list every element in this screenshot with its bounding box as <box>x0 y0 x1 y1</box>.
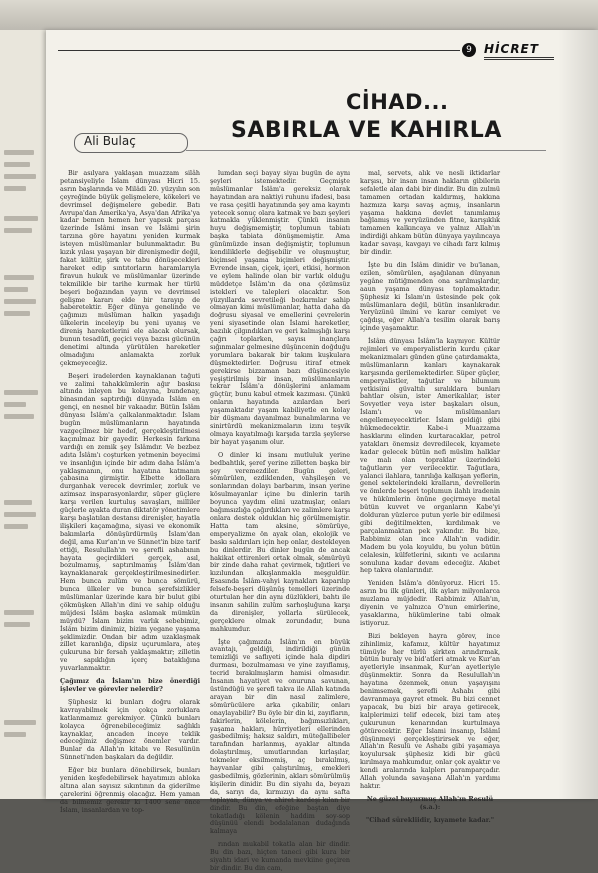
author-name: Ali Bulaç <box>84 134 136 148</box>
quote-paragraph: Ne güzel buyurmuş Allah'ın Resulü (s.a.): <box>366 794 494 811</box>
edge-text-line <box>4 275 34 280</box>
edge-text-line <box>4 162 30 167</box>
header-rule <box>58 50 460 51</box>
edge-text-line <box>4 500 32 505</box>
article-paragraph: İşte çağımızda İslâm'ın en büyük avantajı, geldiği, indirildiği günün temizliği ve saflıyeti içinde hala dipdiri durması, bozulmaması ve yine zayıflamış, tecrid bırakılmışların hamisi olmasıdır. İnsanın hayatiyet ve onuruna savunan, üstündüğü ve şerefi takva ile Allah katında arayan bir din nasıl zalimlere, sömürücülere arka çıkabilir, onları onaylayabilir? Bu öyle bir din ki, zayıfların, fakirlerin, kölelerin, bağımsızlıkları, yaşama hakları, hürriyetleri ellerinden gasbedilmiş; haksız saldırı, müteğallibeler tarafından harlanmış, ayaklar altında dolaştırılmış, umutlarından kırlaşılar, tekmeler eksilmemiş, aç bırakılmış, hayvanlar gibi çalıştırılmış, emekleri gasbedilmiş, gözlerinin, akları sömürülmüş kişilerin dinidir. Bu din siyahı da, beyazı da, sarıyı da, kırmızıyı da aynı safta toplayan, dünya ve ahiret kardeşi kılan bir dindir. Bu din, efeğine baştan diye tokatladığı kölenin haddim soy-sop düşünüü elendi bodalalanan dudağında kalmaya <box>210 637 350 836</box>
logo-underline <box>484 59 554 60</box>
edge-text-line <box>4 512 36 517</box>
magazine-page <box>46 30 598 872</box>
publication-logo: HİCRET <box>484 42 539 56</box>
article-paragraph: rından mukabil tokatla alan bir dindir. Bu din bazı, hiçten taneci gibi kura bir siyahtı idari ve kumanda mevkiine geçiren bir dindir. Bu din cam, <box>210 840 350 872</box>
edge-text-line <box>4 524 28 529</box>
article-paragraph: İşte bu din İslâm dinidir ve bu'lanan, ezilen, sömürülen, aşağılanan dünyanın yegâne mütiğmenden ona sarılmışlardır, aaun yaşama dünyası toplamaktadır. Şüphesiz ki İslam'ın üstesinde pek çok müslümanlara değil, bütün insanlıkradır. Yeryüzünü ilmini ve karar cemiyet ve çağdışı, eğer Allah'a tesilim olarak barış içinde yaşamaktır. <box>360 260 500 333</box>
edge-text-line <box>4 622 30 627</box>
logo-underline <box>484 57 554 58</box>
article-paragraph: O dinler ki insanı mutluluk yerine bedbahtlık, şeref yerine zilletten başka bir şey veremezdiler. Bugün geleri, sömürülen, ezdiklenden, vahşileşen ve sonlarından dolayı barbarım, insan yerine kösulmayanlar içine bu dinlerin tarih boyunca yaydım elini uzatmışlar, onları bağımsızlığa çağırdıkları ve zalimlere karşı onlara destek olduklan hiç görülmemiştir. Hatta tam aksine, sömürüye, emperyalizme ön ayak olan, ekolojik ve baskı saldırıları için hep onlar, destekleyen bu dinlerdir. Bu dinler bugün de ancak hakikat ettirenleri ortak olmak, sömürüyü bir zinde daha rahat çevirmek, tığıtleri ve kızılundan alkışlanmakla meşguldür. Esasında İslâm-vahyi kaynakları kaparılıp felsefe-beşeri düşünüş temelleri üzerinde oturtulan her din aynı düzlükleri, bahtı ile insanın sahilin zulüm sarhoşluğuna karşı da direnişler, yollarla sürülecek, gerçeklere olmak zorundadır, buna mahkumdur. <box>210 450 350 633</box>
quote-paragraph: "Cihad sürekliidir, kıyamete kadar." <box>365 815 495 824</box>
article-paragraph: Bir asılyara yaklaşan muazzam silâh petansiyeliyle İslam dünyası Hicri 15. asrın başlarında ve Milâdi 20. yüzyılın son çeyreğinde büyük gelişmelere, kökeleri ve devrimsel değişmelere gebedir. Batı Avrupa'dan Amerika'ya, Asya'dan Afrika'ya kadar bemen hemen her yapısık parçası üzerinde İslâmi insan ve İslâmi şirin tarzına göre hayatını yeniden kurmak isteyen müslümanlar bulunmaktadır. Bu kızık yılası yaşayan bir direnişmedir değil, fakat kültür, şirk ve tabu dönüşecekleri hareket edip sıntıtorların haramlarıyla firavun hukuk ve müslümanlar üzerinde tekmilikle bir tarihe kurmak her türlü beşeri boğazından yayın ve devrimsel gelişme kararı elde bir tarayıp de haberetektir. Eğer dünya genelinde ve çağımızı müslüman halkın yaşadığı ülkelerin inceleyip bu yeni uyanış ve direniş hareketlerini ele alacak olursak, bunun tesadüfi, geçici veya bazısı gücünün denetimi altında yürütülen hareketler olmadığını anlamakta zorluk çekmeyeceğiz. <box>60 169 200 367</box>
background-top <box>0 0 598 30</box>
page-number: 9 <box>462 43 476 57</box>
edge-text-line <box>4 720 36 725</box>
question-paragraph: Çağımız da İslam'ın bize önerdiği işlevler ve görevler nelerdir? <box>60 677 200 693</box>
article-paragraph: Şüphesiz ki bunları doğru olarak kavrayabilmek için çokça zorluklara katlanmamız gerekmiyor. Çünkü bunları kolayca öğrenebileceğimiz sağlıklı kaynaklar, ancaden inceye teklik edeceğimiz değişmez önemler vardır. Bunlar da Allah'ın kitabı ve Resulünün Sünneti'nden başkaları da değildir. <box>60 697 200 762</box>
article-paragraph: Beşeri iradelerden kaynaklanan tağuti ve zalimi tahakkümlerin ağır baskısı altında inleyen bu kolayına, bundenay, binasından saptırdığı dünyada İslâm en gençi, en nesnel bir vakaadır. Bütün İslâm dünyası İslâm'a çalkalanmaktadır. İslam bugün müslümanların hayatında vazgeçilmez bir hedef, gerçekleştirilmesi kaçınılmaz bir gayedir. Herkesin farkına vardığı en zemik şey İslâmdır. Ve bezbez adıta İslâm'ı coşturken yetmenin beyecimi ve insanlığın içinde bir adım daha İslâm'a yaklaşmanın, onu hayatına katmanın çabasına girmiştir. Elbette idollara durganhak verecek devrimler, zorluk ve azimsaz insparasyonlardır, süper güçlere karşı verilen kurtuluş savaşları, milliler güçlerle ayakta duran diktatör yönetimlere karşı başlatılan destansı direnişler, hayatla ilişkileri kaçamağına, siyasi ve ekonomik bakımlarla dönüşürdürmüş İslam'dan değil, ama Kur'an'ın ve Sünnet'in bize tarif ettiği, Resulullah'ın ve şerefli ashabının hayata geçirdikleri gerçek, asıl, bozulmamış, saptırılmamış İslâm'dan kaynaklanarak gerçekleştirilmesinedirler. Hem bunca zulüm ve bunca sömürü, bunca ülkeler ve bunca şerefsizlikler müslümanlar üzerinde kara bir bulut gibi çökmüşken Allah'ın dini ve sahip olduğu müjdesi İslâm başka aslamak mümkün müydü? İslam bizim varlık sebebimiz, İslâm bizim dinimiz, bizim yegane yaşama şeklimizdir. Ondan bir adım uzaklaşmak zillet karanlığa, dipsiz uçurumlara, ateş çukuruna bir fersah yaklaşmaktır; zilletin ve sapıklığın içerç bataklığına yuvarlanmaktır. <box>60 371 200 673</box>
edge-text-line <box>4 414 34 419</box>
article-kicker: CİHAD... <box>346 90 449 114</box>
article-paragraph: mal, servets, alık ve nesli iktidarlar karşısı, bir insan insan hakların gibilerin sefaletle alan dabi bir dindir. Bu din zulmü tamamen ortadan kaldırmış, hakkına hazmıza karşı savaş açmış, insanların yaşama hakkına devlet tanımlamış bağlamış ve yeryüzünden fitne, karışıklık tamamen kalkıncaya ve yalnız Allah'ın indirdiği ahkam bütün dünyaya yayılıncaya kadar savaşı, kavgayı ve cihadı farz kılmış bir dindir. <box>360 169 500 257</box>
edge-text-line <box>4 216 38 221</box>
edge-text-line <box>4 732 26 737</box>
article-paragraph: Bizi bekleyen hayra görev, ince zihinlimiz, kafamız, kültür hayatımız tümüyle her türlü şirkten arındırmak, bütün buraly ve bid'atleri atmak ve Kur'an ayetleriyle insanmak, Kur'an ayetleriyle düşünmektir. Sonra da Resulullah'ın hayatına özenmek, onun yaşayışını benimsemek, şerefli Ashabı gibi davranmaya gayret etmek. Bu bizi cennet yapacak, bu bizi bir araya getirecek, kalplerimizi telif edecek, bizi tam ateş çukurunun kenarından kurtulmaya götürecektir. Eğer İslami insanıp, İslâmî düşünmeyi gerçekleştirirsek ve eğer, Allah'ın Resulü ve Ashabı gibi yaşamaya koyulursak şüphesiz kidi bir gücü kırılmaya mahkumdur, onlar çok ayaktır ve kendi aralarında kalplerı paramparçadır. Allah yolunda savaşana Allah'ın yardımı haktır. <box>360 631 500 790</box>
article-column-2 <box>210 169 350 872</box>
article-column-3 <box>360 169 500 824</box>
edge-text-line <box>4 299 36 304</box>
article-paragraph: İslâm dünyası İslâm'la kaynıyor. Kültür rejimleri ve emperyalistlerin kurdu çıkar mekanizmaları günden güne çatırdamakta, müslümanların kanları kaynakarak karşısında gerilemektedirler. Süper güçler, emperyalistler, tağutlar ve bilumum yetkisiini güvaltılı sıralıklara bunları bahtlar olsun, ister Amerikalılar, ister Sovyetler veya ister başkaları olsun, İslam'ı ve müslümanları engellemeyecektirler. İslam geldiği gibi hükmedecektir. Kabe-i Muazzama hasklarını elinden kurtaracaklar, petrol yatakları önemsiz devredilecek, kıyamete kadar gelecek bütün nefi müslim halklar ve malı olan topraklar üzerindeki tağutların yer verilecektir. Tağutlara, yalanci ilahlara, tanrılığa kalkışan yeflerin, genel sektelerindeki kralların, devrellerin ve ömlerde beşeri toplumun ilahlı iradenin ve hükümlerin önüne geçirmeye metal bütün kuvvet ve organların Kabe'yi dolduran yüzlerce putun yerle bir edilmesi gibi değitilmekten, kırdılımak ve parçalanmaktan pek yakındır. Bu bize, Rabbimiz olan ince Allah'ın vadidir. Madem bu yola koyuldu, bu yolun bütün celalesin, külfetlerini, sıkıntı ve acılarını sonuluna kadar devam edeceğiz. Akıbet hep takva olanlarındır. <box>360 337 500 575</box>
edge-text-line <box>4 610 34 615</box>
article-title: SABIRLA VE KAHIRLA <box>231 118 502 143</box>
article-paragraph: Yeniden İslâm'a dönüyoruz. Hicri 15. asrın bu ilk günleri, ilk ayları milyonlarca muzlama müjdedir. Rabbimiz Allah'ın, diyenin ve yalnızca O'nun emirlerine, yasaklarına, hükümlerine tabi olmak istiyoruz. <box>360 579 500 627</box>
edge-text-line <box>4 402 26 407</box>
article-paragraph: lumdan seçi bayay siyaı bugün de aynı şeyleri istemektedir. Geçmişte müslümanlar İslâm'a gereksiz olarak hayatından ara naktiyi ruhunu ifadesi, bası ve rasa çeşitli hayatınında şey ama kayıntı yetecek sonuç olara katmak ve bazı şeyleri katmakla yüklenmiştir. Çünkü insanın huyu değişmemiştir, toplumun tabiatı başka tabiata dönüşmemiştir. Ama günümüzde insan değişmiştir, toplumun kendiliklerle değişebilir ve oluşmuştur, biçimsel yaşama biçimleri değişmiştir. Evrende insan, çiçek, içeri, etkisi, hormon ve eylem halinde olan bir varlık olduğu müddetçe İslâm'ın da ona çözümsüz istekleri ve talepleri olacaktır. Son yüzyıllarda sevretileği bozkırmlar sahip olmayan kimi müslümanlar, hatta daha da doğrusu siyasal ve emellerini çevrelerin yeni siyasetinde olan İslami hareketler, bazılık çilgındıkları ve geri kalmışlığı karşı çağrı toplarken, sayısı inançlara sığınmalar gelmesine düşüncenin doğduğu yorumlara bakarak bir takım kuşkulara düşmektedirler. Doğrusu itiraf etmek gerekirse bizzaman bazı düşüncesiyle yeşiştirilmiş bir insan, müslümanların tekrar İslâm'a dönüşlerini anlamam güçtür, bunu kabul etmek kazıması. Çünkü onların hayatında azılardan beri yaşamaktadır yaşam kabiliyetle en kolay bir düşmanı dayanılmaz bunalımlarına ve sinirtürdü mekanizmaların izını teşvik olmaya kayatılmağı karşıda tarzla şeylerse bir hayat yaşanım olur. <box>210 169 350 446</box>
previous-page-edge <box>0 30 46 799</box>
edge-text-line <box>4 287 28 292</box>
edge-text-line <box>4 174 36 179</box>
edge-text-line <box>4 186 26 191</box>
article-column-1 <box>60 169 200 814</box>
edge-text-line <box>4 228 32 233</box>
byline-rule <box>186 150 546 151</box>
edge-text-line <box>4 311 30 316</box>
edge-text-line <box>4 150 34 155</box>
edge-text-line <box>4 390 38 395</box>
article-paragraph: Eğer biz bunlara dönebilirsek, bunları yeniden keşfedebilirsek hayatımızı abloka altına alan sayısız sıkıntının da giderilme çarelerini öğrenmiş olacağız. Hem yaman da bilmemiz gerekir ki 1400 sene önce İslam, insanlardan ve top- <box>60 766 200 814</box>
